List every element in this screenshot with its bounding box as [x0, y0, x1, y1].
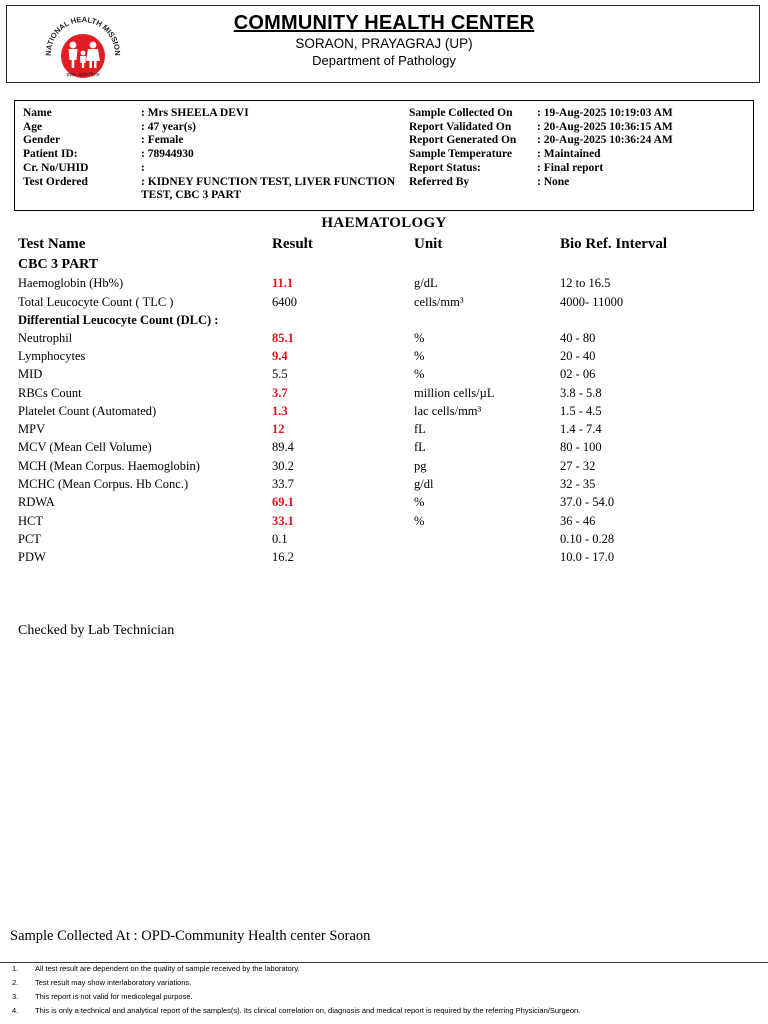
- footnote-text: This report is not valid for medicolegal purpose.: [35, 992, 193, 1001]
- test-name-cell: Haemoglobin (Hb%): [18, 276, 124, 290]
- footnote-text: Test result may show interlaboratory variations.: [35, 978, 192, 987]
- result-cell: 1.3: [272, 404, 288, 418]
- result-cell: 5.5: [272, 367, 288, 381]
- footnote-number: 3.: [12, 992, 19, 1001]
- patient-left-labels: [23, 107, 88, 189]
- ref-interval-cell: 4000- 11000: [560, 295, 624, 309]
- test-name-cell: Total Leucocyte Count ( TLC ): [18, 295, 174, 309]
- test-name-cell: Lymphocytes: [18, 349, 86, 363]
- unit-cell: pg: [414, 459, 427, 473]
- unit-cell: %: [414, 514, 425, 528]
- unit-cell: g/dL: [414, 276, 438, 290]
- referred-by-value: : None: [537, 175, 570, 188]
- test-name-cell: Platelet Count (Automated): [18, 404, 157, 418]
- result-cell: 30.2: [272, 459, 294, 473]
- unit-cell: fL: [414, 422, 426, 436]
- table-row: [0, 367, 768, 383]
- test-name-cell: MCH (Mean Corpus. Haemoglobin): [18, 459, 200, 473]
- table-row: [0, 550, 768, 566]
- result-cell: 3.7: [272, 386, 288, 400]
- column-header-result: Result: [272, 236, 313, 252]
- test-name-cell: RDWA: [18, 495, 55, 509]
- footer-divider: [0, 962, 768, 963]
- footnote-number: 4.: [12, 1006, 19, 1015]
- patient-label: Patient ID:: [23, 148, 78, 161]
- result-cell: 69.1: [272, 495, 294, 509]
- unit-cell: %: [414, 495, 425, 509]
- test-name-cell: HCT: [18, 514, 43, 528]
- svg-text:स्वस्थ भारत मिशन: स्वस्थ भारत मिशन: [66, 72, 100, 79]
- table-row: [0, 276, 768, 292]
- patient-name-value: : Mrs SHEELA DEVI: [141, 107, 249, 119]
- test-name-cell: MCHC (Mean Corpus. Hb Conc.): [18, 477, 189, 491]
- test-name-cell: PCT: [18, 532, 41, 546]
- ref-interval-cell: 20 - 40: [560, 349, 596, 363]
- footnote-text: All test result are dependent on the quality of sample received by the laboratory.: [35, 964, 300, 973]
- footnote-number: 2.: [12, 978, 19, 987]
- column-header-unit: Unit: [414, 236, 443, 252]
- result-cell: 9.4: [272, 349, 288, 363]
- result-cell: 0.1: [272, 532, 288, 546]
- result-cell: 11.1: [272, 276, 294, 290]
- table-row: [0, 386, 768, 402]
- footnote-text: This is only a technical and analytical report of the samples(s). Its clinical correlation on, diagnosis and medical report is required by the referring Physician/Surgeon.: [35, 1006, 581, 1015]
- ref-interval-cell: 3.8 - 5.8: [560, 386, 602, 400]
- table-row: [0, 349, 768, 365]
- patient-right-values: [537, 107, 673, 189]
- section-title: CBC 3 PART: [18, 257, 99, 272]
- patient-label: Gender: [23, 134, 61, 147]
- unit-cell: lac cells/mm³: [414, 404, 482, 418]
- result-cell: 89.4: [272, 440, 294, 454]
- center-location: SORAON, PRAYAGRAJ (UP): [295, 36, 473, 51]
- patient-info-box: [14, 100, 754, 211]
- department-heading: HAEMATOLOGY: [321, 215, 447, 231]
- report-label: Report Status:: [409, 161, 481, 174]
- test-name-cell: MID: [18, 367, 43, 381]
- table-row: [0, 440, 768, 456]
- patient-label: Test Ordered: [23, 175, 88, 188]
- report-status-value: : Final report: [537, 161, 604, 174]
- ref-interval-cell: 37.0 - 54.0: [560, 495, 615, 509]
- ref-interval-cell: 0.10 - 0.28: [560, 532, 615, 546]
- ref-interval-cell: 10.0 - 17.0: [560, 550, 615, 564]
- patient-label: Name: [23, 107, 52, 119]
- test-name-cell: Neutrophil: [18, 331, 73, 345]
- report-label: Report Generated On: [409, 134, 517, 147]
- column-header-ref-interval: Bio Ref. Interval: [560, 236, 668, 252]
- patient-left-values: [141, 107, 395, 203]
- table-row: [0, 532, 768, 548]
- ref-interval-cell: 27 - 32: [560, 459, 596, 473]
- table-row: [0, 514, 768, 530]
- ref-interval-cell: 80 - 100: [560, 440, 602, 454]
- result-cell: 16.2: [272, 550, 294, 564]
- patient-uhid-value: :: [141, 161, 145, 174]
- department-name: Department of Pathology: [312, 53, 456, 68]
- result-cell: 6400: [272, 295, 297, 309]
- ref-interval-cell: 1.5 - 4.5: [560, 404, 602, 418]
- unit-cell: %: [414, 367, 425, 381]
- table-row: [0, 422, 768, 438]
- test-name-cell: MCV (Mean Cell Volume): [18, 440, 152, 454]
- table-row: [0, 495, 768, 511]
- checked-by: Checked by Lab Technician: [18, 623, 175, 638]
- report-generated-on-value: : 20-Aug-2025 10:36:24 AM: [537, 134, 673, 147]
- unit-cell: million cells/µL: [414, 386, 495, 400]
- page-title: COMMUNITY HEALTH CENTER: [233, 12, 535, 34]
- report-label: Referred By: [409, 175, 470, 188]
- ref-interval-cell: 12 to 16.5: [560, 276, 611, 290]
- dlc-subheading: Differential Leucocyte Count (DLC) :: [18, 313, 219, 327]
- report-label: Sample Temperature: [409, 148, 512, 161]
- result-cell: 12: [272, 422, 285, 436]
- table-row: [0, 459, 768, 475]
- sample-collected-at: Sample Collected At : OPD-Community Health center Soraon: [10, 928, 371, 944]
- report-label: Report Validated On: [409, 120, 512, 133]
- footnote-number: 1.: [12, 964, 19, 973]
- svg-text:NATIONAL HEALTH MISSION: NATIONAL HEALTH MISSION: [43, 14, 123, 56]
- patient-gender-value: : Female: [141, 134, 184, 147]
- test-name-cell: PDW: [18, 550, 46, 564]
- result-cell: 33.1: [272, 514, 294, 528]
- result-cell: 85.1: [272, 331, 294, 345]
- patient-age-value: : 47 year(s): [141, 120, 196, 133]
- test-ordered-value: : KIDNEY FUNCTION TEST, LIVER FUNCTION: [141, 175, 396, 188]
- ref-interval-cell: 32 - 35: [560, 477, 596, 491]
- test-ordered-value-cont: TEST, CBC 3 PART: [141, 189, 242, 202]
- unit-cell: %: [414, 349, 425, 363]
- test-name-cell: MPV: [18, 422, 46, 436]
- patient-right-labels: [409, 107, 516, 189]
- report-header: [6, 5, 760, 83]
- table-row: [0, 477, 768, 493]
- ref-interval-cell: 02 - 06: [560, 367, 596, 381]
- table-row: [0, 295, 768, 311]
- report-label: Sample Collected On: [409, 107, 513, 119]
- ref-interval-cell: 40 - 80: [560, 331, 596, 345]
- unit-cell: %: [414, 331, 425, 345]
- table-row: [0, 331, 768, 347]
- sample-collected-on-value: : 19-Aug-2025 10:19:03 AM: [537, 107, 673, 119]
- column-header-test-name: Test Name: [18, 236, 86, 252]
- result-cell: 33.7: [272, 477, 294, 491]
- ref-interval-cell: 1.4 - 7.4: [560, 422, 602, 436]
- table-row: [0, 404, 768, 420]
- patient-label: Age: [23, 120, 43, 133]
- test-name-cell: RBCs Count: [18, 386, 82, 400]
- patient-id-value: : 78944930: [141, 148, 194, 161]
- sample-temperature-value: : Maintained: [537, 148, 601, 161]
- patient-label: Cr. No/UHID: [23, 161, 89, 174]
- unit-cell: fL: [414, 440, 426, 454]
- unit-cell: g/dl: [414, 477, 434, 491]
- unit-cell: cells/mm³: [414, 295, 464, 309]
- report-validated-on-value: : 20-Aug-2025 10:36:15 AM: [537, 120, 673, 133]
- ref-interval-cell: 36 - 46: [560, 514, 596, 528]
